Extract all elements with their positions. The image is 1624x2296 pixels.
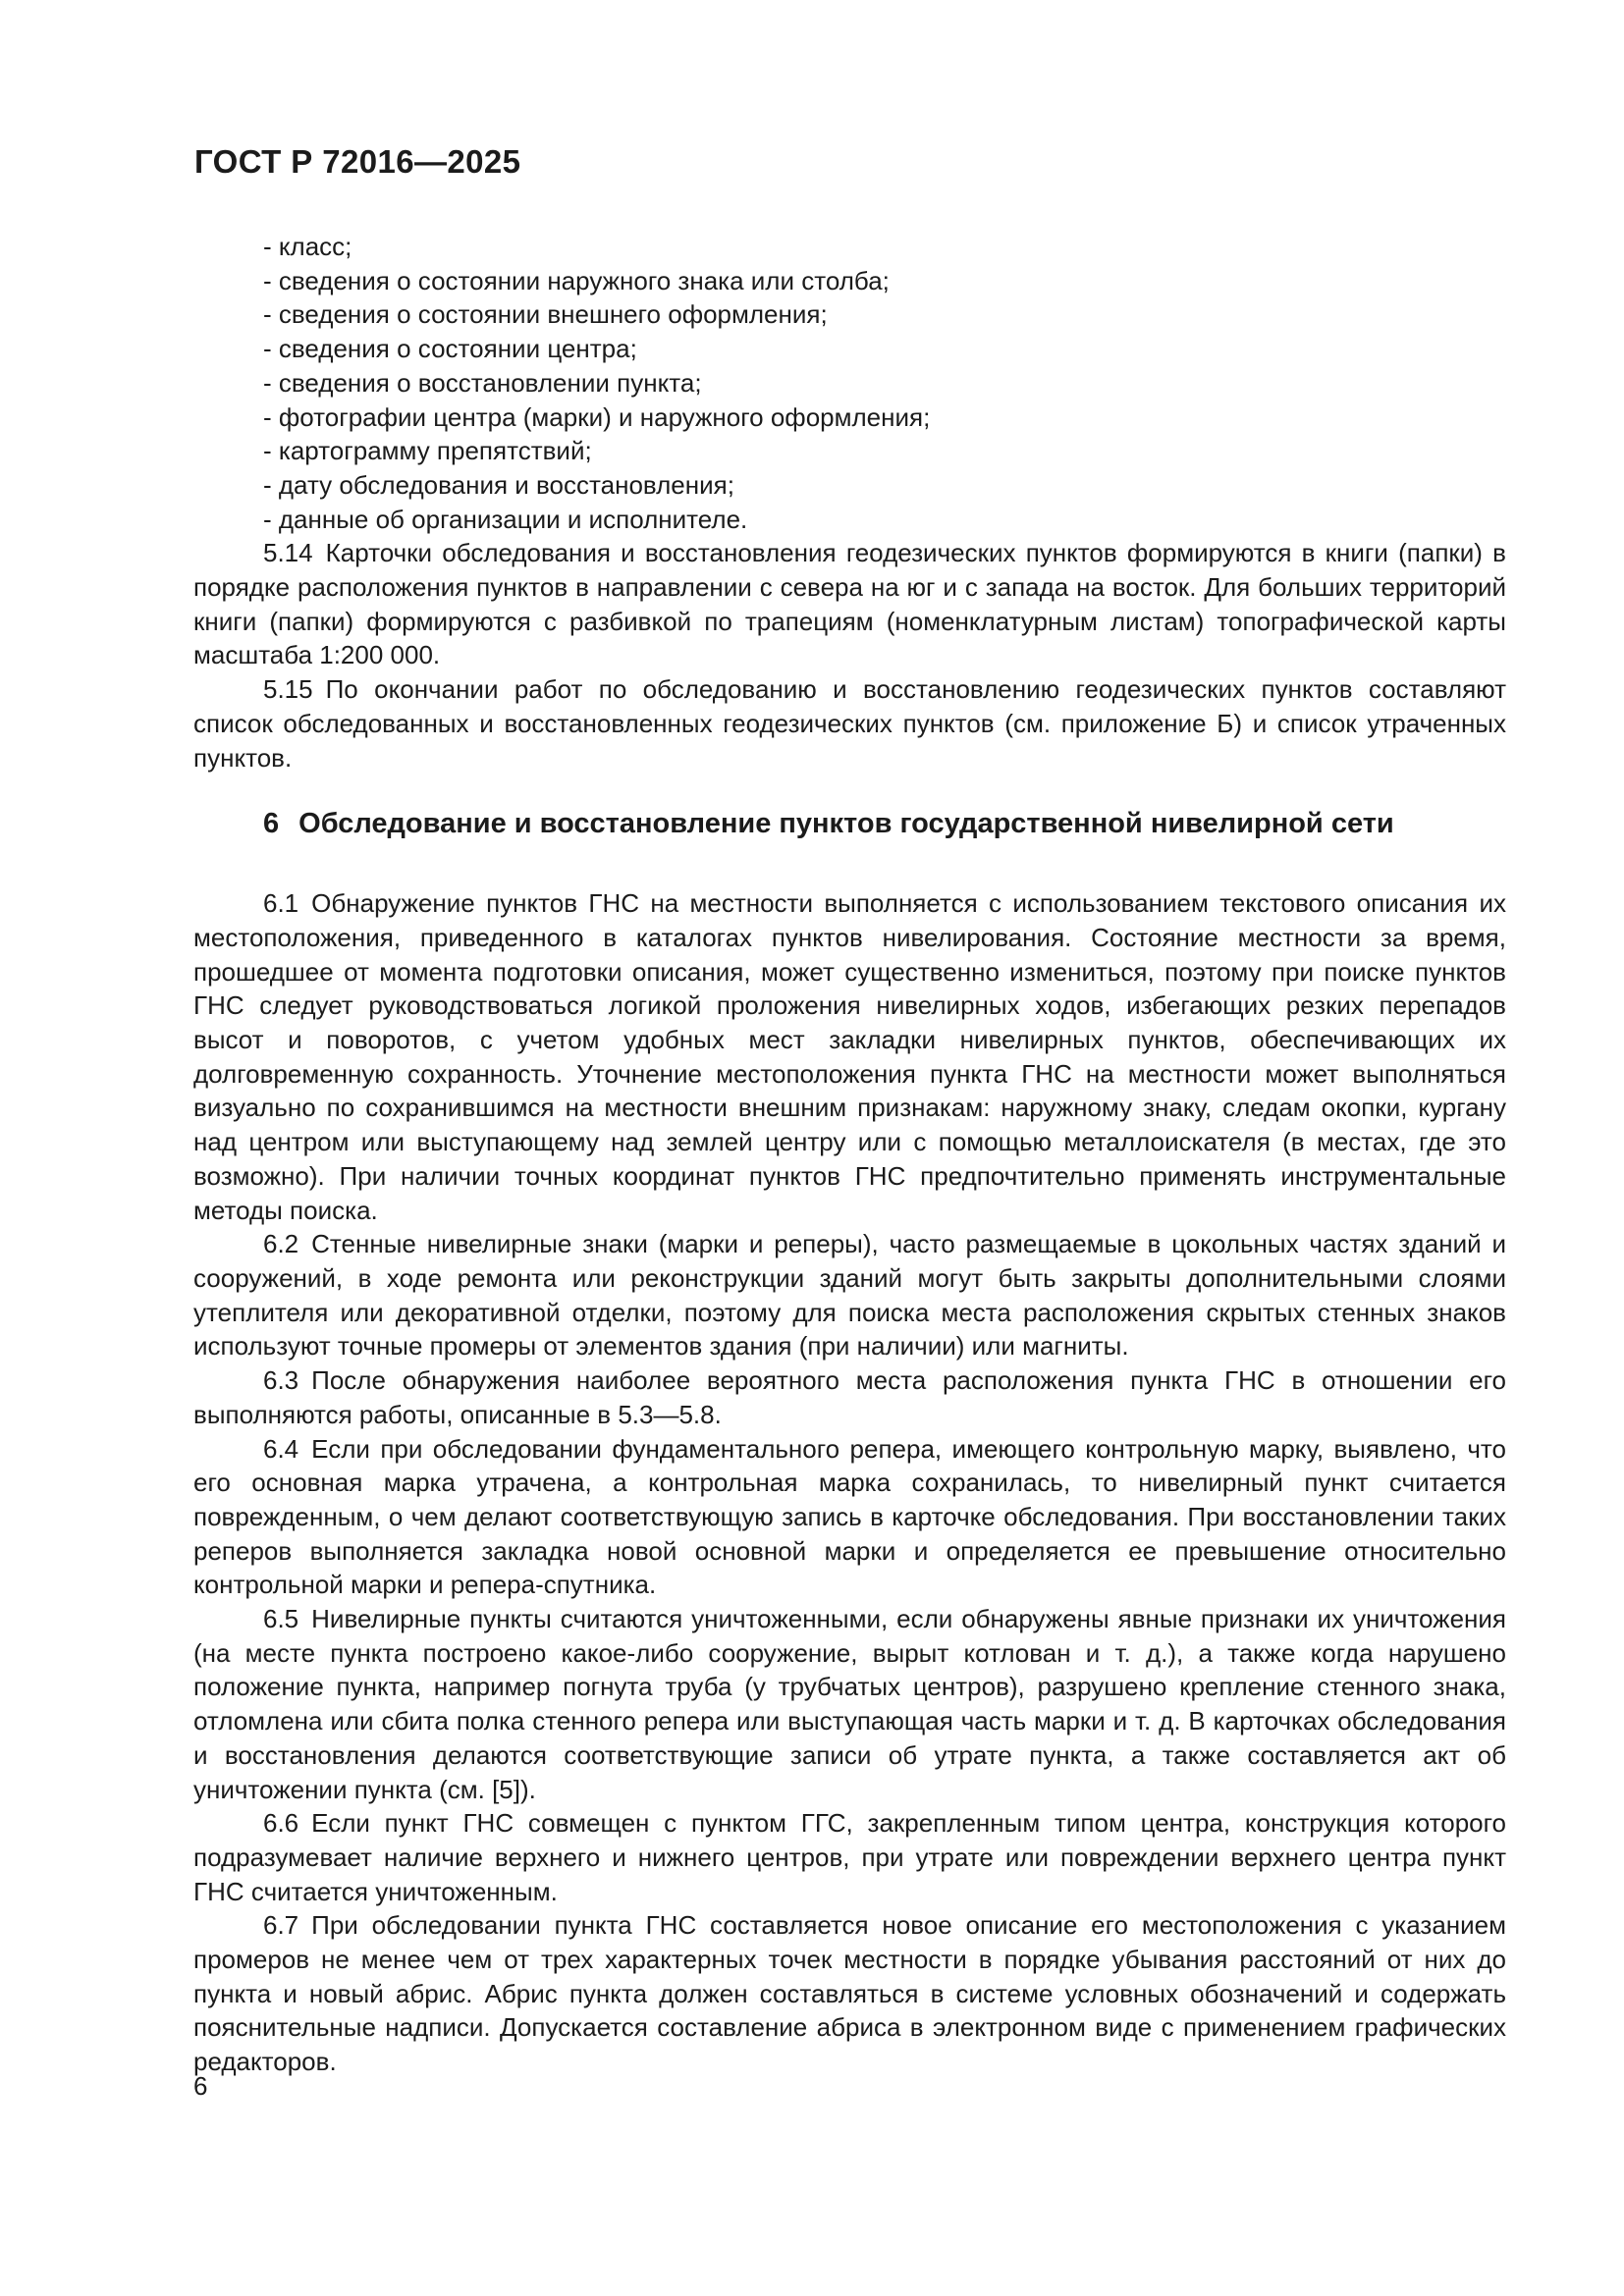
clause-text: Нивелирные пункты считаются уничтоженными, если обнаружены явные признаки их уничтожения (на месте пункта построено какое-либо сооружение, вырыт котлован и т. д.), а также когда нарушено положение пункта, например погнута труба (у трубчатых центров), разрушено крепление стенного знака, отломлена или сбита полка стенного репера или выступающая часть марки и т. д. В карточках обследования и восстановления делаются соответствующие записи об утрате пункта, а также составляется акт об уничтожении пункта (см. [5]). [193, 1604, 1506, 1804]
section-title: Обследование и восстановление пунктов государственной нивелирной сети [298, 808, 1394, 840]
clause-text: Обнаружение пунктов ГНС на местности выполняется с использованием текстового описания их местоположения, приведенного в каталогах пунктов нивелирования. Состояние местности за время, прошедшее от момента подготовки описания, может существенно измениться, поэтому при поиске пунктов ГНС следует руководствоваться логикой проложения нивелирных ходов, избегающих резких перепадов высот и поворотов, с учетом удобных мест закладки нивелирных пунктов, обеспечивающих их долговременную сохранность. Уточнение местоположения пункта ГНС на местности может выполняться визуально по сохранившимся на местности внешним признакам: наружному знаку, следам окопки, кургану над центром или выступающему над землей центру или с помощью металлоискателя (в местах, где это возможно). При наличии точных координат пунктов ГНС предпочтительно применять инструментальные методы поиска. [193, 888, 1506, 1225]
section-number: 6 [263, 808, 280, 840]
list-item: - сведения о состоянии наружного знака или столба; [263, 265, 890, 295]
list-item: - сведения о состоянии центра; [263, 334, 637, 364]
list-item: - фотографии центра (марки) и наружного оформления; [263, 401, 931, 432]
clause-text: Если при обследовании фундаментального репера, имеющего контрольную марку, выявлено, что его основная марка утрачена, а контрольная марка сохранилась, то нивелирный пункт считается поврежденным, о чем делают соответствующую запись в карточке обследования. При восстановлении таких реперов выполняется закладка новой основной марки и определяется ее превышение относительно контрольной марки и репера-спутника. [193, 1433, 1506, 1600]
page-number: 6 [193, 2071, 208, 2101]
list-item: - сведения о восстановлении пункта; [263, 367, 702, 398]
clause-number: 6.6 [263, 1808, 299, 1839]
clause-6-7 [193, 1908, 1506, 2079]
clause-6-3 [193, 1363, 1506, 1431]
clause-5-14 [193, 536, 1506, 672]
clause-6-5 [193, 1602, 1506, 1806]
section-6-heading [193, 803, 1506, 845]
card-contents-list [193, 230, 1506, 536]
clause-6-4 [193, 1432, 1506, 1603]
clause-number: 6.7 [263, 1910, 299, 1941]
clause-5-15 [193, 672, 1506, 774]
clause-number: 6.3 [263, 1365, 299, 1396]
clause-text: По окончании работ по обследованию и восстановлению геодезических пунктов составляют список обследованных и восстановленных геодезических пунктов (см. приложение Б) и список утраченных пунктов. [193, 674, 1506, 773]
clause-6-1 [193, 886, 1506, 1227]
clause-number: 6.1 [263, 888, 299, 919]
list-item: - дату обследования и восстановления; [263, 469, 734, 500]
clause-number: 6.5 [263, 1604, 299, 1634]
clause-text: Карточки обследования и восстановления геодезических пунктов формируются в книги (папки) в порядке расположения пунктов в направлении с севера на юг и с запада на восток. Для больших территорий книги (папки) формируются с разбивкой по трапециям (номенклатурным листам) топографической карты масштаба 1:200 000. [193, 538, 1506, 670]
clause-text: Стенные нивелирные знаки (марки и реперы), часто размещаемые в цокольных частях зданий и сооружений, в ходе ремонта или реконструкции зданий могут быть закрыты дополнительными слоями утеплителя или декоративной отделки, поэтому для поиска места расположения скрытых стенных знаков используют точные промеры от элементов здания (при наличии) или магниты. [193, 1229, 1506, 1362]
clause-number: 6.4 [263, 1433, 299, 1464]
clause-text: Если пункт ГНС совмещен с пунктом ГГС, закрепленным типом центра, конструкция которого подразумевает наличие верхнего и нижнего центров, при утрате или повреждении верхнего центра пункт ГНС считается уничтоженным. [193, 1808, 1506, 1906]
document-body [193, 230, 1506, 2079]
clause-number: 5.15 [263, 674, 313, 705]
clause-6-6 [193, 1806, 1506, 1908]
standard-designation: ГОСТ Р 72016—2025 [194, 143, 521, 180]
list-item: - сведения о состоянии внешнего оформления; [263, 299, 828, 330]
clause-number: 5.14 [263, 538, 313, 568]
clause-6-2 [193, 1227, 1506, 1363]
list-item: - данные об организации и исполнителе. [263, 504, 748, 534]
clause-number: 6.2 [263, 1229, 299, 1259]
list-item: - класс; [263, 232, 352, 261]
clause-text: После обнаружения наиболее вероятного места расположения пункта ГНС в отношении его выполняются работы, описанные в 5.3—5.8. [193, 1365, 1506, 1429]
list-item: - картограмму препятствий; [263, 436, 592, 466]
clause-text: При обследовании пункта ГНС составляется новое описание его местоположения с указанием промеров не менее чем от трех характерных точек местности в порядке убывания расстояний от них до пункта и новый абрис. Абрис пункта должен составляться в системе условных обозначений и содержать пояснительные надписи. Допускается составление абриса в электронном виде с применением графических редакторов. [193, 1910, 1506, 2077]
